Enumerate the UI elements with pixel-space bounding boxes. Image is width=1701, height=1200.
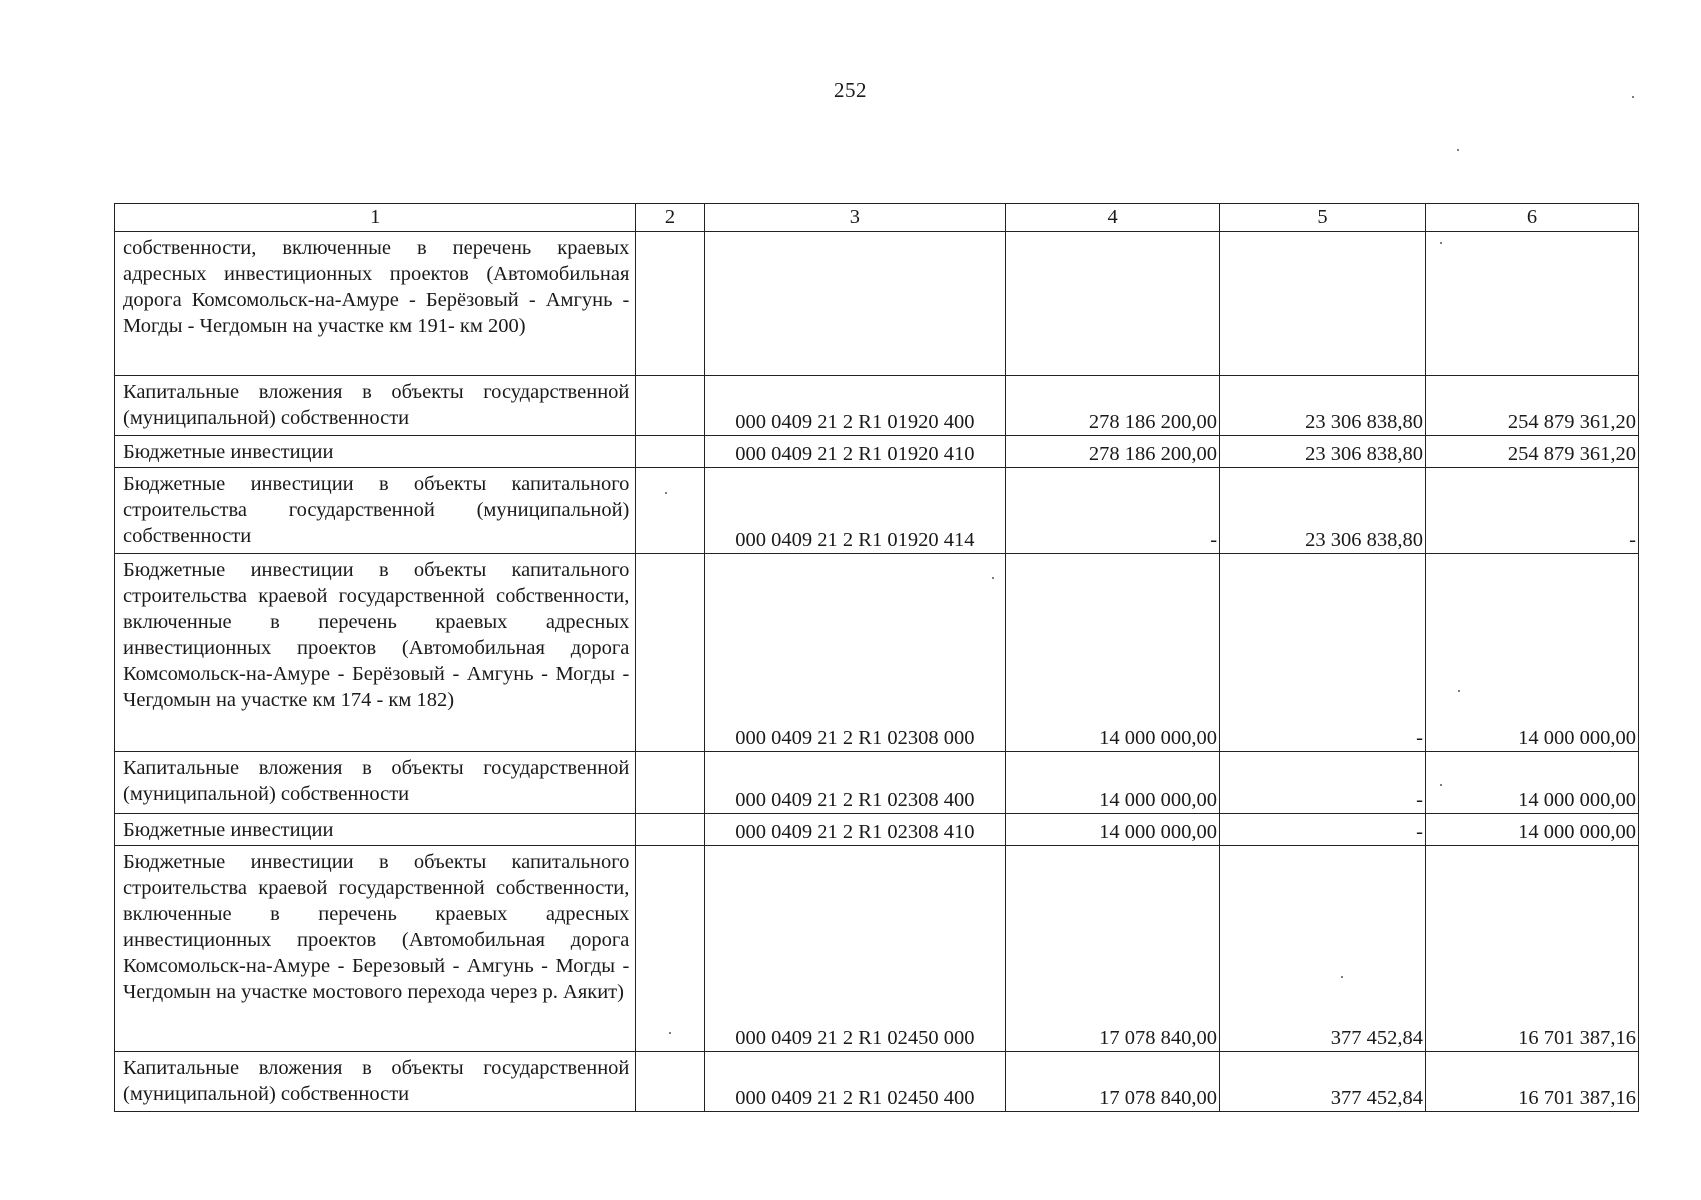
row-col2 (636, 1052, 704, 1112)
row-name: Бюджетные инвестиции (115, 814, 636, 846)
row-col2 (636, 376, 704, 436)
scan-speck (1440, 784, 1442, 786)
row-code: 000 0409 21 2 R1 01920 400 (704, 376, 1005, 436)
column-header: 4 (1006, 204, 1220, 232)
row-col2 (636, 814, 704, 846)
row-value-5: - (1220, 814, 1426, 846)
row-name: Бюджетные инвестиции в объекты капитального строительства краевой государственной собственности, включенные в перечень краевых адресных инвестиционных проектов (Автомобильная дорога Комсомольск-на-Амуре - Березовый - Амгунь - Могды - Чегдомын на участке мостового перехода через р. Аякит) (115, 846, 636, 1052)
row-value-6 (1425, 232, 1638, 376)
row-value-5: 377 452,84 (1220, 1052, 1426, 1112)
row-value-5: 377 452,84 (1220, 846, 1426, 1052)
row-col2 (636, 846, 704, 1052)
row-value-4: 17 078 840,00 (1006, 1052, 1220, 1112)
table-row (115, 814, 1639, 846)
row-value-5: - (1220, 752, 1426, 814)
row-name: Капитальные вложения в объекты государственной (муниципальной) собственности (115, 1052, 636, 1112)
table-row (115, 376, 1639, 436)
row-value-5 (1220, 232, 1426, 376)
row-value-6: 254 879 361,20 (1425, 376, 1638, 436)
scan-speck (1457, 149, 1459, 151)
row-value-4: - (1006, 468, 1220, 554)
row-value-4: 14 000 000,00 (1006, 554, 1220, 752)
row-value-4: 14 000 000,00 (1006, 814, 1220, 846)
scan-speck (1440, 242, 1442, 244)
table-row (115, 1052, 1639, 1112)
row-value-4 (1006, 232, 1220, 376)
row-value-6: 16 701 387,16 (1425, 846, 1638, 1052)
row-name: собственности, включенные в перечень краевых адресных инвестиционных проектов (Автомобильная дорога Комсомольск-на-Амуре - Берёзовый - Амгунь - Могды - Чегдомын на участке км 191- км 200) (115, 232, 636, 376)
row-code: 000 0409 21 2 R1 02308 410 (704, 814, 1005, 846)
row-name: Капитальные вложения в объекты государственной (муниципальной) собственности (115, 752, 636, 814)
row-value-6: 16 701 387,16 (1425, 1052, 1638, 1112)
row-value-6: 254 879 361,20 (1425, 436, 1638, 468)
table-row (115, 846, 1639, 1052)
row-code (704, 232, 1005, 376)
scan-speck (992, 577, 994, 579)
row-value-6: 14 000 000,00 (1425, 752, 1638, 814)
row-code: 000 0409 21 2 R1 02450 000 (704, 846, 1005, 1052)
row-code: 000 0409 21 2 R1 02308 000 (704, 554, 1005, 752)
row-code: 000 0409 21 2 R1 02450 400 (704, 1052, 1005, 1112)
row-value-5: 23 306 838,80 (1220, 376, 1426, 436)
row-value-4: 14 000 000,00 (1006, 752, 1220, 814)
row-value-6: 14 000 000,00 (1425, 814, 1638, 846)
column-header: 6 (1425, 204, 1638, 232)
row-name: Капитальные вложения в объекты государственной (муниципальной) собственности (115, 376, 636, 436)
row-value-4: 278 186 200,00 (1006, 376, 1220, 436)
column-header: 1 (115, 204, 636, 232)
table-row (115, 468, 1639, 554)
row-value-6: 14 000 000,00 (1425, 554, 1638, 752)
scan-speck (665, 492, 667, 494)
scan-speck (1632, 96, 1634, 98)
row-col2 (636, 436, 704, 468)
row-col2 (636, 554, 704, 752)
row-code: 000 0409 21 2 R1 01920 410 (704, 436, 1005, 468)
row-name: Бюджетные инвестиции в объекты капитального строительства краевой государственной собственности, включенные в перечень краевых адресных инвестиционных проектов (Автомобильная дорога Комсомольск-на-Амуре - Берёзовый - Амгунь - Могды - Чегдомын на участке км 174 - км 182) (115, 554, 636, 752)
column-header: 2 (636, 204, 704, 232)
table-header-row (115, 204, 1639, 232)
table-row (115, 554, 1639, 752)
row-col2 (636, 232, 704, 376)
row-name: Бюджетные инвестиции в объекты капитального строительства государственной (муниципальной) собственности (115, 468, 636, 554)
column-header: 5 (1220, 204, 1426, 232)
row-value-5: 23 306 838,80 (1220, 468, 1426, 554)
row-value-6: - (1425, 468, 1638, 554)
row-value-5: 23 306 838,80 (1220, 436, 1426, 468)
row-value-5: - (1220, 554, 1426, 752)
column-header: 3 (704, 204, 1005, 232)
table-row (115, 232, 1639, 376)
row-name: Бюджетные инвестиции (115, 436, 636, 468)
row-col2 (636, 752, 704, 814)
table-row (115, 436, 1639, 468)
row-code: 000 0409 21 2 R1 01920 414 (704, 468, 1005, 554)
page-number: 252 (834, 78, 867, 102)
budget-table (114, 203, 1639, 1112)
row-value-4: 17 078 840,00 (1006, 846, 1220, 1052)
scan-speck (1458, 690, 1460, 692)
row-col2 (636, 468, 704, 554)
scan-speck (1341, 976, 1343, 978)
row-code: 000 0409 21 2 R1 02308 400 (704, 752, 1005, 814)
row-value-4: 278 186 200,00 (1006, 436, 1220, 468)
table-row (115, 752, 1639, 814)
scan-speck (669, 1032, 671, 1034)
